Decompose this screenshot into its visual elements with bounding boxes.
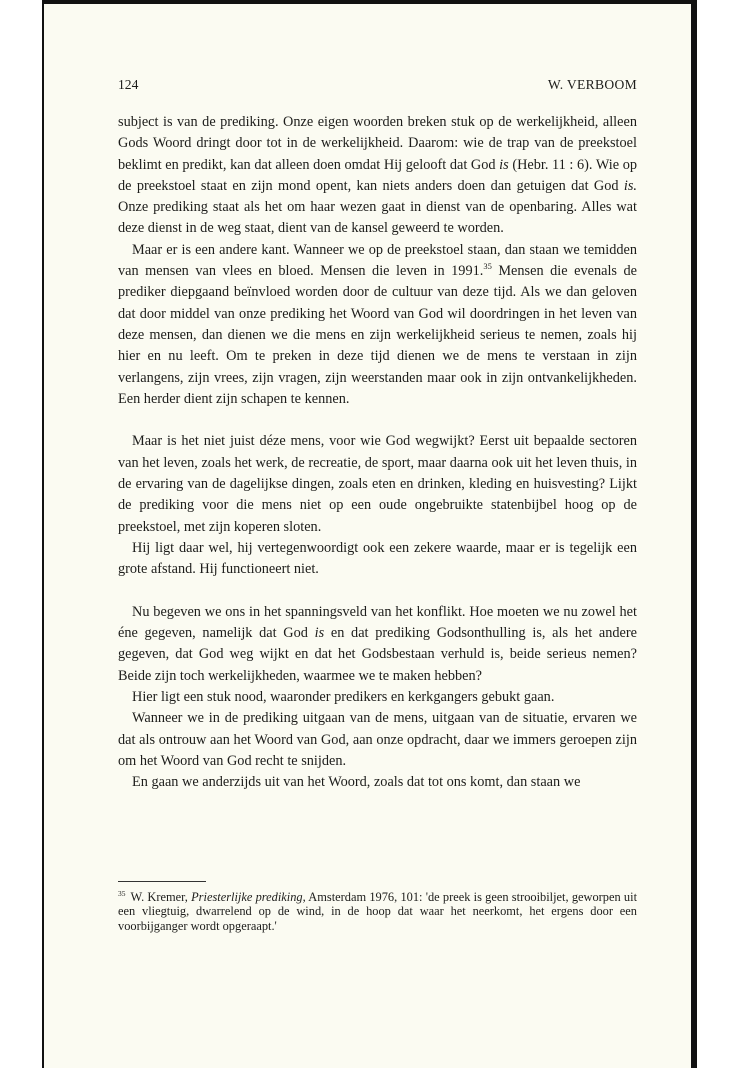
text-run: Wanneer we in de prediking uitgaan van de mens, uitgaan van de situatie, ervaren we dat als ontrouw aan het Woord van God, aan onze opdracht, daar we immers geroepen zijn om het Woord van God recht te snijden. <box>118 710 637 769</box>
paragraph-6 <box>118 687 637 708</box>
scan-border-right <box>691 0 697 1068</box>
text-run: Amsterdam 1976, 101: 'de preek is geen strooibiljet, geworpen uit een vliegtuig, dwarrelend op de wind, in de hoop dat waar het neerkomt, het ergens door een voorbijganger wordt opgeraapt.' <box>118 890 638 933</box>
text-run: Mensen die evenals de prediker diepgaand beïnvloed worden door de cultuur van deze tijd. Als we dan geloven dat door middel van onze prediking het Woord van God wil doordringen in het leven van deze mensen, dan dienen we die mens en zijn werkelijkheid serieus te nemen, zoals hij hier en nu leeft. Om te preken in deze tijd dienen we de mens te verstaan in zijn verlangens, zijn vrees, zijn vragen, zijn weerstanden maar ook in zijn ontvankelijkheden. Een herder dient zijn schapen te kennen. <box>118 263 637 407</box>
text-run: W. Kremer, <box>127 890 192 904</box>
text-run: en dat prediking Godsonthulling is, als het andere gegeven, dat God weg wijkt en dat het Godsbestaan verhuld is, beide serieus nemen? Beide zijn toch werkelijkheden, waarmee we te maken hebben? <box>118 625 637 684</box>
text-run: (Hebr. 11 : 6). Wie op de preekstoel staat en zijn mond opent, kan niets anders doen dan getuigen dat God <box>118 156 637 194</box>
footnote-text <box>118 890 637 933</box>
footnote-separator <box>118 881 206 882</box>
emphasis-text: Priesterlijke prediking, <box>191 890 306 904</box>
text-run: subject is van de prediking. Onze eigen woorden breken stuk op de werkelijkheid, alleen Gods Woord dringt door tot in de werkelijkheid. Daarom: wie de trap van de preekstoel beklimt en predikt, kan dat alleen doen omdat Hij gelooft dat God <box>118 114 637 173</box>
page-number: 124 <box>118 77 139 92</box>
emphasis-text: is <box>499 156 509 173</box>
emphasis-text: is. <box>623 177 637 194</box>
text-run: Nu begeven we ons in het spanningsveld van het konflikt. Hoe moeten we nu zowel het éne gegeven, namelijk dat God <box>118 603 637 642</box>
running-head-author: W. VERBOOM <box>547 77 637 92</box>
text-run: Onze prediking staat als het om haar wezen gaat in dienst van de openbaring. Alles wat deze dienst in de weg staat, dient van de kansel geweerd te worden. <box>118 199 637 237</box>
paragraph-1 <box>118 112 637 240</box>
paragraph-3 <box>118 431 637 537</box>
text-run: Maar is het niet juist déze mens, voor wie God wegwijkt? Eerst uit bepaalde sectoren van het leven, zoals het werk, de recreatie, de sport, maar daarna ook uit het leven thuis, in de ervaring van de dagelijkse dingen, zoals eten en drinken, kleding en huisvesting? Lijkt de prediking voor die mens niet op een oude ongebruikte statenbijbel hoog op de preekstoel, met zijn koperen sloten. <box>118 433 637 535</box>
text-run: Hier ligt een stuk nood, waaronder predikers en kerkgangers gebukt gaan. <box>132 689 555 706</box>
footnote-reference: 35 <box>483 261 492 272</box>
footnote-number: 35 <box>118 889 126 898</box>
footnote-35 <box>118 890 637 933</box>
paragraph-2 <box>118 240 637 410</box>
text-run: Hij ligt daar wel, hij vertegenwoordigt ook een zekere waarde, maar er is tegelijk een grote afstand. Hij functioneert niet. <box>118 539 637 578</box>
paragraph-5 <box>118 602 637 687</box>
body-text <box>118 112 637 794</box>
paragraph-4 <box>118 538 637 581</box>
text-run: Maar er is een andere kant. Wanneer we op de preekstoel staan, dan staan we temidden van mensen van vlees en bloed. Mensen die leven in 1991. <box>118 241 637 280</box>
text-run: En gaan we anderzijds uit van het Woord, zoals dat tot ons komt, dan staan we <box>132 774 581 791</box>
paragraph-7 <box>118 708 637 772</box>
paragraph-8 <box>118 772 637 793</box>
emphasis-text: is <box>314 625 325 642</box>
